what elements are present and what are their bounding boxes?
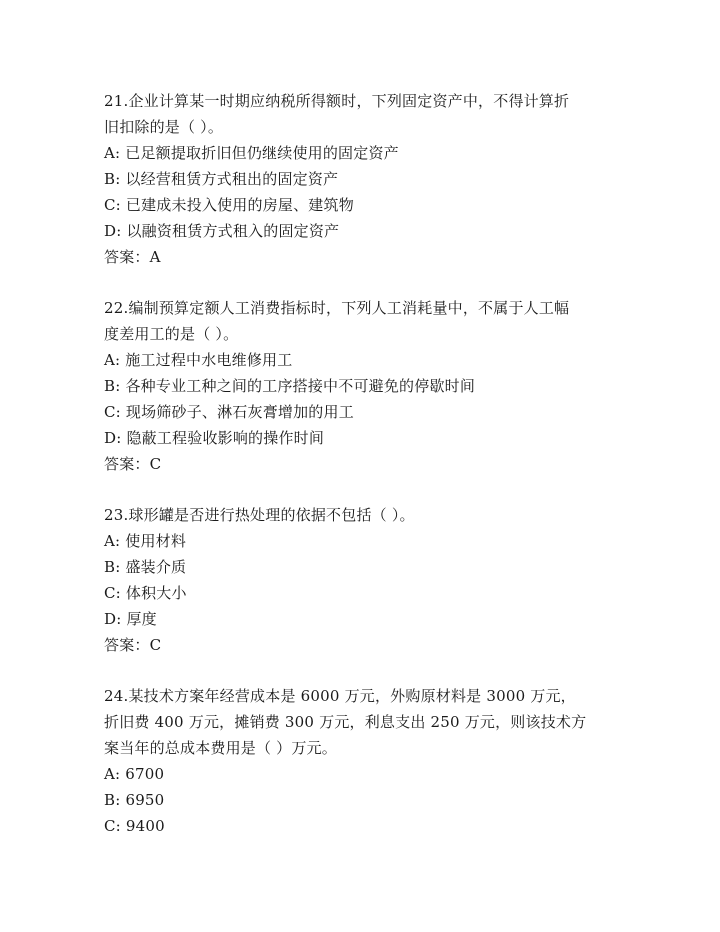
option-d: D: 厚度 (104, 610, 157, 628)
question-stem: 24.某技术方案年经营成本是 6000 万元，外购原材料是 3000 万元， (104, 687, 576, 705)
option-d: D: 以融资租赁方式租入的固定资产 (104, 222, 340, 240)
option-c: C: 9400 (104, 817, 165, 835)
option-b: B: 6950 (104, 791, 165, 809)
option-a: A: 已足额提取折旧但仍继续使用的固定资产 (104, 144, 399, 162)
question-22 (104, 295, 624, 477)
option-c: C: 已建成未投入使用的房屋、建筑物 (104, 196, 354, 214)
question-stem: 折旧费 400 万元，摊销费 300 万元，利息支出 250 万元，则该技术方 (104, 713, 587, 731)
option-a: A: 施工过程中水电维修用工 (104, 351, 293, 369)
answer: 答案：C (104, 455, 162, 473)
option-b: B: 各种专业工种之间的工序搭接中不可避免的停歇时间 (104, 377, 476, 395)
answer: 答案：A (104, 248, 161, 266)
question-stem: 21.企业计算某一时期应纳税所得额时，下列固定资产中，不得计算折 (104, 92, 570, 110)
option-c: C: 现场筛砂子、淋石灰膏增加的用工 (104, 403, 354, 421)
question-stem: 度差用工的是（ ）。 (104, 325, 239, 343)
question-23 (104, 502, 624, 658)
question-stem: 23.球形罐是否进行热处理的依据不包括（ ）。 (104, 506, 415, 524)
option-b: B: 盛装介质 (104, 558, 187, 576)
option-a: A: 6700 (104, 765, 165, 783)
option-d: D: 隐蔽工程验收影响的操作时间 (104, 429, 325, 447)
question-stem: 旧扣除的是（ ）。 (104, 118, 224, 136)
question-24 (104, 683, 624, 839)
option-b: B: 以经营租赁方式租出的固定资产 (104, 170, 339, 188)
option-c: C: 体积大小 (104, 584, 187, 602)
option-a: A: 使用材料 (104, 532, 187, 550)
question-stem: 案当年的总成本费用是（ ）万元。 (104, 739, 337, 757)
question-21 (104, 88, 624, 270)
question-stem: 22.编制预算定额人工消费指标时，下列人工消耗量中，不属于人工幅 (104, 299, 570, 317)
answer: 答案：C (104, 636, 162, 654)
